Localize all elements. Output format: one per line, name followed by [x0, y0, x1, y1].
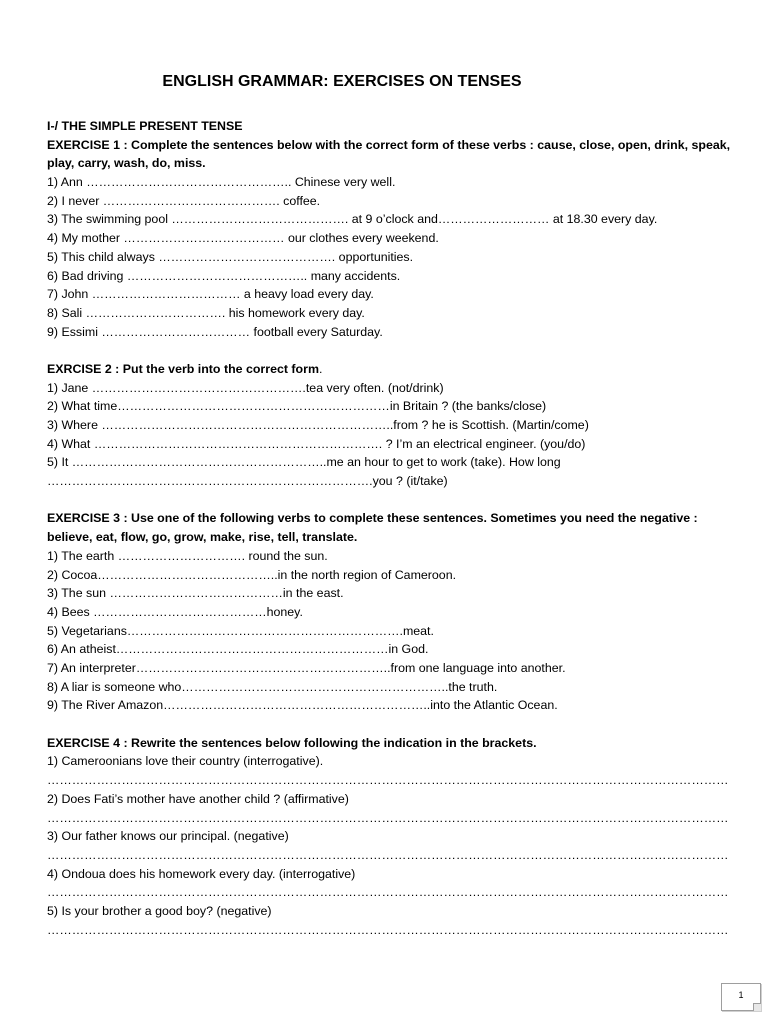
- exercise-1-item: 1) Ann ………………………………………….. Chinese very well.: [47, 175, 396, 190]
- exercise-2-instruction-end: .: [318, 361, 323, 376]
- exercise-3-item: 3) The sun ……………………………………in the east.: [47, 586, 344, 601]
- exercise-1-item: 3) The swimming pool ……………………………………. at 9 o’clock and……………………… at 18.30 every day.: [47, 212, 658, 227]
- exercise-3-item: 4) Bees ……………………………………honey.: [47, 604, 303, 619]
- exercise-4-item: 4) Ondoua does his homework every day. (interrogative): [47, 866, 356, 881]
- exercise-3-instruction-text: : Use one of the following verbs to complete these sentences. Sometimes you need the negative : believe, eat, flow, go, grow, make, rise, tell, translate.: [47, 511, 698, 545]
- exercise-1-label: EXERCISE 1: [47, 137, 120, 152]
- exercise-3-item: 6) An atheist…………………………………………………………in God.: [47, 642, 429, 657]
- exercise-1-item: 9) Essimi ……………………………… football every Saturday.: [47, 324, 383, 339]
- exercise-2-label: EXRCISE 2: [47, 361, 112, 376]
- answer-line: …………………………………………………………………………………………………………………………………………………: [47, 922, 729, 937]
- exercise-2-instruction-text: : Put the verb into the correct form: [111, 361, 319, 376]
- exercise-3-item: 8) A liar is someone who………………………………………………………..the truth.: [47, 679, 498, 694]
- exercise-3-item: 2) Cocoa……………………………………..in the north region of Cameroon.: [47, 567, 457, 582]
- exercise-2-item: 5) It ……………………………………………………..me an hour to get to work (take). How long: [47, 455, 561, 470]
- exercise-3-item: 5) Vegetarians………………………………………………………….meat.: [47, 623, 434, 638]
- exercise-4-instruction: [47, 734, 737, 753]
- answer-line: …………………………………………………………………………………………………………………………………………………: [47, 773, 729, 788]
- exercise-3-instruction: [47, 509, 737, 546]
- exercise-4-item: 2) Does Fati’s mother have another child ? (affirmative): [47, 791, 349, 806]
- exercise-3-item: 1) The earth …………………………. round the sun.: [47, 548, 328, 563]
- exercise-4-instruction-text: : Rewrite the sentences below following the indication in the brackets.: [120, 735, 537, 750]
- page-number: 1: [721, 983, 761, 1011]
- answer-line: …………………………………………………………………………………………………………………………………………………: [47, 810, 729, 825]
- exercise-2-instruction: [47, 360, 737, 379]
- exercise-3-label: EXERCISE 3: [47, 511, 120, 526]
- exercise-1-item: 6) Bad driving …………………………………….. many accidents.: [47, 268, 401, 283]
- exercise-2-item: 4) What ……………………………………………………………. ? I’m an electrical engineer. (you/do): [47, 436, 586, 451]
- spacer: [47, 715, 737, 734]
- exercise-2-item: 2) What time…………………………………………………………in Britain ? (the banks/close): [47, 399, 547, 414]
- exercise-1-instruction: [47, 136, 737, 173]
- answer-line: …………………………………………………………………………………………………………………………………………………: [47, 847, 729, 862]
- exercise-1-item: 5) This child always ……………………………………. opportunities.: [47, 249, 414, 264]
- exercise-3-item: 7) An interpreter……………………………………………………..from one language into another.: [47, 661, 566, 675]
- exercise-2-item: …………………………………………………………………….you ? (it/take): [47, 474, 448, 489]
- spacer: [47, 491, 737, 510]
- document-body: [47, 117, 737, 939]
- document-title: ENGLISH GRAMMAR: EXERCISES ON TENSES: [162, 73, 522, 90]
- exercise-1-item: 4) My mother ………………………………… our clothes every weekend.: [47, 231, 439, 246]
- exercise-3-item: 9) The River Amazon………………………………………………………..into the Atlantic Ocean.: [47, 698, 558, 713]
- exercise-4-item: 3) Our father knows our principal. (negative): [47, 829, 289, 844]
- section-heading: I-/ THE SIMPLE PRESENT TENSE: [47, 119, 243, 133]
- exercise-1-item: 7) John ……………………………… a heavy load every day.: [47, 287, 374, 302]
- exercise-1-item: 8) Sali ……………………………. his homework every day.: [47, 305, 365, 320]
- exercise-1-instruction-text: : Complete the sentences below with the correct form of these verbs : cause, close, open, drink, speak, play, carry, wash, do, miss.: [47, 137, 731, 171]
- exercise-4-item: 1) Cameroonians love their country (interrogative).: [47, 754, 324, 769]
- answer-line: …………………………………………………………………………………………………………………………………………………: [47, 885, 729, 900]
- exercise-2-item: 1) Jane …………………………………………….tea very often. (not/drink): [47, 380, 444, 395]
- exercise-4-item: 5) Is your brother a good boy? (negative): [47, 903, 272, 918]
- spacer: [47, 341, 737, 360]
- exercise-1-item: 2) I never ……………………………………. coffee.: [47, 193, 321, 208]
- exercise-4-label: EXERCISE 4: [47, 735, 120, 750]
- exercise-2-item: 3) Where ……………………………………………………………..from ? he is Scottish. (Martin/come): [47, 418, 589, 433]
